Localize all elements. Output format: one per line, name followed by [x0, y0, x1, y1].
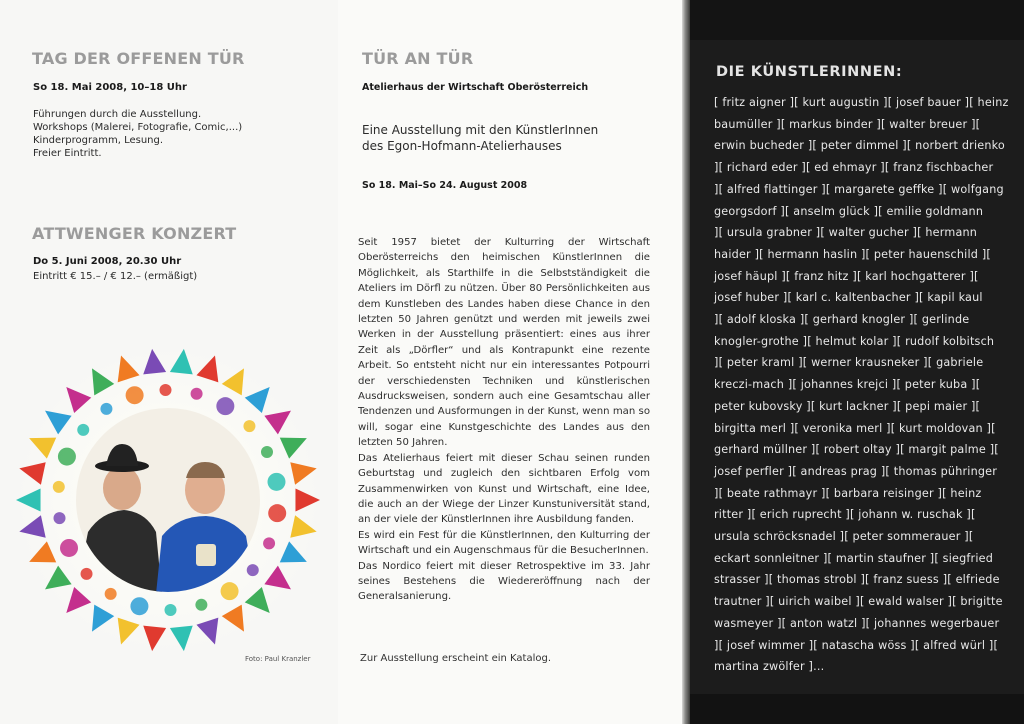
wreath-dot — [216, 397, 234, 415]
artist-line: ][ peter kraml ][ werner krausneker ][ gabriele — [714, 356, 984, 370]
artist-line: ritter ][ erich ruprecht ][ johann w. ruschak ][ — [714, 508, 976, 522]
wreath-dot — [126, 386, 144, 404]
artist-line: ][ alfred flattinger ][ margarete geffke ][ wolfgang — [714, 182, 1004, 196]
catalog-note: Zur Ausstellung erscheint ein Katalog. — [360, 653, 552, 664]
artist-line: baumüller ][ markus binder ][ walter breuer ][ — [714, 117, 981, 131]
artist-line: wasmeyer ][ anton watzl ][ johannes wegerbauer — [714, 616, 1000, 630]
artist-line: [ fritz aigner ][ kurt augustin ][ josef bauer ][ heinz — [714, 96, 1009, 109]
intro-line: des Egon-Hofmann-Atelierhauses — [362, 139, 562, 153]
artist-line: georgsdorf ][ anselm glück ][ emilie goldmann — [714, 204, 984, 218]
artist-line: birgitta merl ][ veronika merl ][ kurt moldovan ][ — [714, 421, 996, 435]
open-day-line: Führungen durch die Ausstellung. — [33, 109, 202, 120]
wreath-dot — [105, 588, 117, 600]
concert-price: Eintritt € 15.– / € 12.– (ermäßigt) — [33, 271, 198, 282]
artist-line: josef huber ][ karl c. kaltenbacher ][ kapil kaul — [714, 291, 983, 305]
wreath-dot — [243, 420, 255, 432]
wreath-dot — [195, 599, 207, 611]
open-day-line: Kinderprogramm, Lesung. — [33, 135, 164, 146]
open-day-line: Workshops (Malerei, Fotografie, Comic,...) — [33, 122, 243, 133]
artist-line: ursula schröcksnadel ][ peter sommerauer ][ — [714, 530, 974, 544]
wreath-dot — [159, 384, 171, 396]
wreath-dot — [53, 481, 65, 493]
description-paragraph: Seit 1957 bietet der Kulturring der Wirtschaft Oberösterreichs den heimischen KünstlerInnen die Möglichkeit, als Starthilfe in die Selbstständigkeit die Ateliers im Dörfl zu nützen. Über 80 Persönlichkeiten aus dem Kunstleben des Landes haben diese Chance in den letzten 50 Jahren genützt und werden mit jeweils zwei Werken in der Ausstellung präsentiert: eines aus ihrer Zeit als „Dörfler“ und als Kontrapunkt eine rezente Arbeit. So entsteht nicht nur ein interessantes Potpourri der verschiedensten Techniken und künstlerischen Ausdrucksweisen, sondern auch eine Gesamtschau aller Tendenzen und Ausformungen in der Kunst, wenn man so will, sogar eine Kunstgeschichte des Landes aus den letzten 50 Jahren. — [358, 237, 650, 449]
wreath-dot — [191, 388, 203, 400]
exhibition-description — [358, 235, 650, 605]
fold-edge — [682, 0, 690, 724]
artists-list — [714, 92, 1010, 678]
artist-line: josef häupl ][ franz hitz ][ karl hochgatterer ][ — [714, 269, 979, 283]
wreath-dot — [268, 504, 286, 522]
wreath-photo — [6, 332, 326, 662]
artist-line: trautner ][ uirich waibel ][ ewald walser ][ brigitte — [714, 595, 1003, 609]
artist-line: ][ josef wimmer ][ natascha wöss ][ alfred würl ][ — [714, 638, 999, 652]
wreath-dot — [267, 473, 285, 491]
wreath-dot — [263, 537, 275, 549]
middle-title: TÜR AN TÜR — [362, 49, 474, 68]
wreath-dot — [130, 597, 148, 615]
artist-line: martina zwölfer ]... — [714, 660, 825, 674]
photo-caption: Foto: Paul Kranzler — [245, 655, 311, 663]
exhibition-dates: So 18. Mai–So 24. August 2008 — [362, 180, 528, 191]
wreath-photo-graphic — [6, 332, 326, 662]
middle-subtitle: Atelierhaus der Wirtschaft Oberösterreich — [362, 82, 589, 93]
artist-line: kreczi-mach ][ johannes krejci ][ peter kuba ][ — [714, 378, 981, 392]
artist-line: eckart sonnleitner ][ martin staufner ][ siegfried — [714, 551, 994, 565]
description-paragraph: Das Atelierhaus feiert mit dieser Schau seinen runden Geburtstag und zugleich den sichtbaren Erfolg vom Zusammenwirken von Kunst und Wirtschaft, eine Idee, die auch an der Wiege der Linzer Kunstuniversität stand, an der viele der KünstlerInnen ihre Ausbildung fanden. — [358, 452, 650, 526]
artist-line: josef perfler ][ andreas prag ][ thomas pühringer — [714, 464, 998, 478]
intro-line: Eine Ausstellung mit den KünstlerInnen — [362, 123, 599, 137]
artist-line: ][ beate rathmayr ][ barbara reisinger ][ heinz — [714, 486, 982, 500]
wreath-dot — [100, 403, 112, 415]
open-day-title: TAG DER OFFENEN TÜR — [32, 49, 245, 68]
wreath-dot — [77, 424, 89, 436]
wreath-dot — [165, 604, 177, 616]
artist-line: ][ adolf kloska ][ gerhard knogler ][ gerlinde — [714, 313, 970, 327]
wreath-dot — [247, 564, 259, 576]
artist-line: erwin bucheder ][ peter dimmel ][ norbert drienko — [714, 139, 1005, 153]
open-day-line: Freier Eintritt. — [33, 148, 102, 159]
wreath-dot — [261, 446, 273, 458]
wreath-dot — [221, 582, 239, 600]
artist-line: ][ richard eder ][ ed ehmayr ][ franz fischbacher — [714, 161, 994, 175]
artist-line: peter kubovsky ][ kurt lackner ][ pepi maier ][ — [714, 399, 981, 413]
wreath-dot — [54, 512, 66, 524]
open-day-date: So 18. Mai 2008, 10–18 Uhr — [33, 82, 187, 93]
wreath-dot — [60, 539, 78, 557]
artist-line: haider ][ hermann haslin ][ peter hauenschild ][ — [714, 247, 991, 261]
description-paragraph: Es wird ein Fest für die KünstlerInnen, den Kulturring der Wirtschaft und ein Augenschmaus für die BesucherInnen. — [358, 529, 650, 557]
exhibition-intro — [362, 122, 598, 154]
artist-line: ][ ursula grabner ][ walter gucher ][ hermann — [714, 226, 978, 240]
artists-title: DIE KÜNSTLERINNEN: — [716, 64, 903, 80]
artist-line: strasser ][ thomas strobl ][ franz suess ][ elfriede — [714, 573, 1000, 587]
wreath-dot — [81, 568, 93, 580]
artist-line: knogler-grothe ][ helmut kolar ][ rudolf kolbitsch — [714, 334, 995, 348]
wreath-dot — [58, 448, 76, 466]
description-paragraph: Das Nordico feiert mit dieser Retrospektive im 33. Jahr seines Bestehens die Wiedereröffnung nach der Generalsanierung. — [358, 560, 650, 603]
artist-line: gerhard müllner ][ robert oltay ][ margit palme ][ — [714, 443, 999, 457]
open-day-details — [33, 108, 242, 160]
concert-date: Do 5. Juni 2008, 20.30 Uhr — [33, 256, 182, 267]
concert-title: ATTWENGER KONZERT — [32, 224, 237, 243]
